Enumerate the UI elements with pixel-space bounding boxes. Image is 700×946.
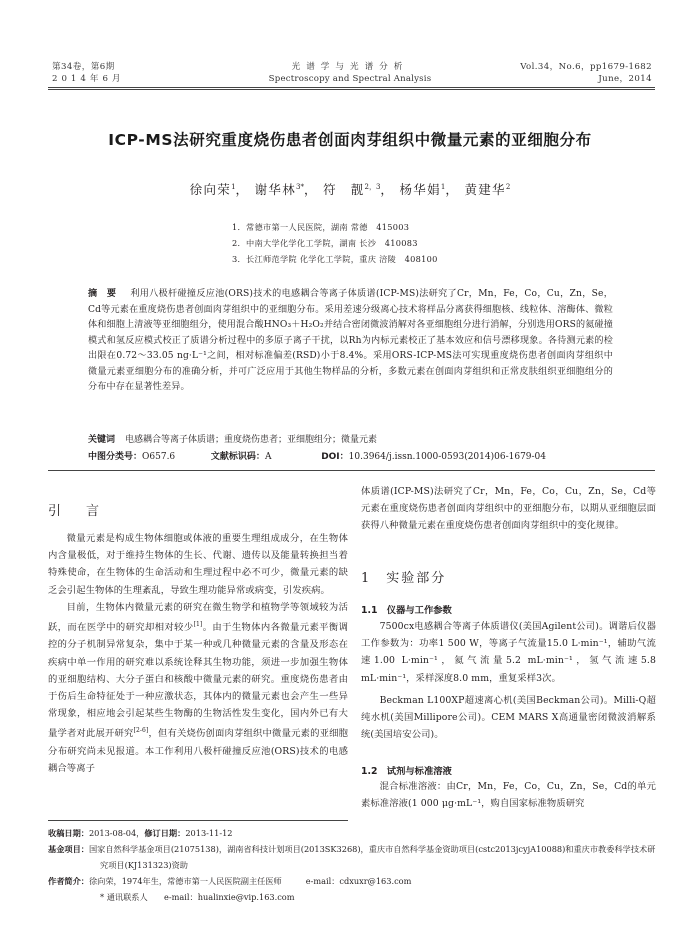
issue-date: 2014年6月 xyxy=(52,73,125,84)
abstract xyxy=(88,287,613,396)
journal-name-en: Spectroscopy and Spectral Analysis xyxy=(268,73,432,84)
keywords-text: 电感耦合等离子体质谱；重度烧伤患者；亚细胞组分；微量元素 xyxy=(125,435,378,445)
volume-issue: 第34卷，第6期 xyxy=(52,62,115,72)
doi-label: DOI： xyxy=(321,452,349,462)
right-column-cont: 体质谱(ICP-MS)法研究了Cr，Mn，Fe，Co，Cu，Zn，Se，Cd等元素在重度烧伤患者创面肉芽组织中的亚细胞分布，以期从亚细胞层面获得八种微量元素在重度烧伤患者创面肉芽组织中的变化规律。 xyxy=(361,486,656,532)
month-year: June，2014 xyxy=(598,73,652,84)
reagents-body xyxy=(361,778,656,812)
doc-code-label: 文献标识码： xyxy=(210,452,265,462)
journal-volume-issue xyxy=(52,62,232,85)
keywords xyxy=(88,432,618,448)
affiliation: 1．常德市第一人民医院，湖南 常德 415003 xyxy=(232,222,410,232)
footnote-rule xyxy=(48,820,348,821)
author: 黄建华$^2$ xyxy=(464,182,511,197)
citation: [1] xyxy=(193,621,203,629)
classification-line xyxy=(88,449,648,465)
header-rule xyxy=(48,87,655,90)
section-heading-intro: 引 言 xyxy=(48,504,106,519)
intro-body xyxy=(48,530,348,777)
footnote-dates: 收稿日期：2013-08-04，修订日期：2013-11-12 xyxy=(48,828,233,838)
journal-name-zh: 光谱学与光谱分析 xyxy=(291,62,409,72)
clc-label: 中图分类号： xyxy=(88,452,143,462)
paragraph: Beckman L100XP超速离心机(美国Beckman公司)。Milli-Q超纯水机(美国Millipore公司)。CEM MARS X高通量密闭微波消解系统(美国培安公司)。 xyxy=(361,694,656,741)
author: 谢华林$^{3*}$ xyxy=(254,182,304,197)
doi-value: 10.3964/j.issn.1000-0593(2014)06-1679-04 xyxy=(348,452,547,462)
footnote-corresponding: * 通讯联系人 e-mail：hualinxie@vip.163.com xyxy=(100,892,295,902)
paragraph: 目前，生物体内微量元素的研究在微生物学和植物学等领域较为活跃，而在医学中的研究却相对较少[1]。由于生物体内各微量元素平衡调控的分子机制异常复杂，集中于某一种或几种微量元素的含量及形态在疾病中单一作用的研究难以系统诠释其生物功能，须进一步加强生物体的亚细胞结构、大分子蛋白和核酸中微量元素的研究。重度烧伤患者由于伤后生命特征处于一种应激状态，其体内的微量元素也会产生一些异常现象，相应地会引起某些生物酶的生物活性发生变化，国内外已有大量学者对此展开研究[2-6]，但有关烧伤创面肉芽组织中微量元素的亚细胞分布研究尚未见报道。本工作利用八极杆碰撞反应池(ORS)技术的电感耦合等离子 xyxy=(48,601,348,774)
abstract-label: 摘 要 xyxy=(88,289,117,299)
footnote-author: 作者简介：徐向荣，1974年生，常德市第一人民医院副主任医师 e-mail：cdxuxr@163.com xyxy=(48,876,412,886)
article-title: ICP-MS法研究重度烧伤患者创面肉芽组织中微量元素的亚细胞分布 xyxy=(108,131,592,149)
citation: [2-6] xyxy=(133,727,149,735)
paragraph: 7500cx电感耦合等离子体质谱仪(美国Agilent公司)。调谐后仪器工作参数为：功率1 500 W，等离子气流量15.0 L·min⁻¹，辅助气流速1.00 L·min⁻¹，氦气流量5.2 mL·min⁻¹，氢气流速5.8 mL·min⁻¹，采样深度8.0 mm，重复采样3次。 xyxy=(361,621,656,684)
abstract-rule xyxy=(48,470,655,471)
author: 徐向荣$^1$ xyxy=(189,182,236,197)
author: 符 靓$^{2,3}$ xyxy=(323,182,381,197)
subsection-heading-instruments: 1.1 仪器与工作参数 xyxy=(361,605,452,616)
paragraph: 混合标准溶液：由Cr，Mn，Fe，Co，Cu，Zn，Se，Cd的单元素标准溶液(1 000 μg·mL⁻¹，购自国家标准物质研究 xyxy=(361,781,656,810)
author: 杨华娟$^1$ xyxy=(399,182,446,197)
subsection-heading-reagents: 1.2 试剂与标准溶液 xyxy=(361,766,452,777)
section-heading-experimental: 1 实验部分 xyxy=(361,571,447,586)
volume-pages: Vol.34，No.6，pp1679-1682 xyxy=(520,62,652,72)
footnote-funding: 基金项目：国家自然科学基金项目(21075138)，湖南省科技计划项目(2013SK3268)，重庆市自然科学基金资助项目(cstc2013jcyjA10088)和重庆市教委科学技术研究项目(KJ131323)资助 xyxy=(48,844,656,870)
journal-pages xyxy=(455,62,652,85)
abstract-text: 利用八极杆碰撞反应池(ORS)技术的电感耦合等离子体质谱(ICP-MS)法研究了Cr，Mn，Fe，Co，Cu，Zn，Se，Cd等元素在重度烧伤患者创面肉芽组织中的亚细胞分布。采用差速分级离心技术将样品分离获得细胞核、线粒体、溶酶体、微粒体和细胞上清液等亚细胞组分，使用混合酸HNO₃＋H₂O₂并结合密闭微波消解对各亚细胞组分进行消解，分别选用ORS的氦碰撞模式和氢反应模式校正了质谱分析过程中的多原子离子干扰，以Rh为内标元素校正了基本效应和信号漂移现象。各待测元素的检出限在0.72～33.05 ng·L⁻¹之间，相对标准偏差(RSD)小于8.4%。采用ORS-ICP-MS法可实现重度烧伤患者创面肉芽组织中微量元素亚细胞分布的准确分析，并可广泛应用于其他生物样品的分析，多数元素在创面肉芽组织和正常皮肤组织亚细胞组分的分布中存在显著性差异。 xyxy=(88,289,613,392)
author-email: e-mail：cdxuxr@163.com xyxy=(305,876,412,886)
clc-value: O657.6 xyxy=(142,452,176,462)
instruments-body xyxy=(361,618,656,743)
paragraph: 微量元素是构成生物体细胞或体液的重要生理组成成分，在生物体内含量极低，对于维持生物体的生长、代谢、遗传以及能量转换担当着特殊使命，在生物体的生命活动和生理过程中必不可少，微量元素的缺乏会引起生物体的生理紊乱，导致生理功能异常或病变，引发疾病。 xyxy=(48,533,348,596)
author-list: 徐向荣$^1$， 谢华林$^{3*}$， 符 靓$^{2,3}$， 杨华娟$^1$， 黄建华$^2$ xyxy=(189,182,511,197)
journal-name xyxy=(215,62,485,85)
affiliation: 2．中南大学化学化工学院，湖南 长沙 410083 xyxy=(232,238,418,248)
affiliation: 3．长江师范学院 化学化工学院，重庆 涪陵 408100 xyxy=(232,254,438,264)
keywords-label: 关键词 xyxy=(88,435,116,445)
doc-code-value: A xyxy=(264,452,272,462)
